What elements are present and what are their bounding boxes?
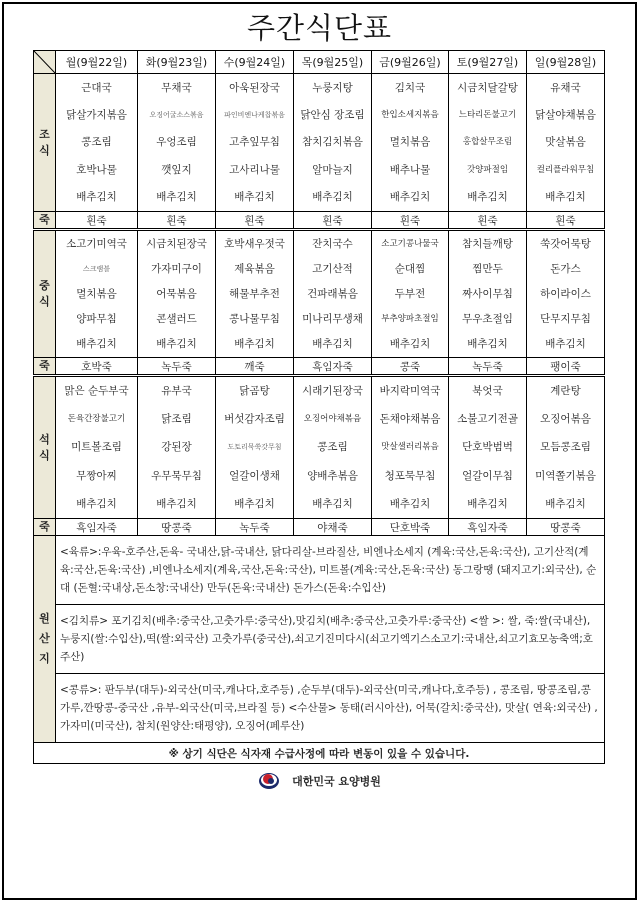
menu-item: 홍합살무조림: [462, 137, 513, 148]
origin-row: [34, 605, 605, 674]
menu-item: 느타리돈불고기: [458, 110, 517, 121]
day-header: 수(9월24일): [216, 51, 294, 74]
menu-item: 맑은 순두부국: [64, 385, 129, 398]
menu-item: 배추김치: [76, 497, 117, 510]
menu-cell: [138, 74, 216, 212]
diagonal-line-icon: [34, 51, 55, 73]
menu-item: 닭안심 장조림: [300, 109, 365, 122]
menu-item: 배추김치: [76, 338, 117, 351]
menu-item: 맛살볶음: [545, 136, 586, 149]
menu-item: 단무지무침: [540, 313, 591, 326]
menu-item: 깻잎지: [161, 163, 192, 176]
menu-cell: [372, 230, 449, 358]
menu-item: 콩조림: [317, 441, 348, 454]
menu-item: 하이라이스: [540, 287, 591, 300]
menu-cell: [216, 376, 294, 519]
meal-label: 조 식: [34, 74, 56, 212]
jook-cell: 땅콩죽: [527, 519, 605, 536]
menu-item: 양파무침: [76, 313, 117, 326]
jook-cell: 흰죽: [138, 212, 216, 230]
jook-cell: 흑임자죽: [56, 519, 138, 536]
menu-item: 청포묵무침: [384, 469, 436, 482]
menu-cell: [294, 230, 372, 358]
corner-cell: [34, 51, 56, 74]
menu-item: 컬리플라워무침: [536, 164, 595, 175]
jook-cell: 녹두죽: [138, 358, 216, 376]
meal-row: [34, 74, 605, 212]
menu-cell: [527, 230, 605, 358]
menu-item: 배추김치: [234, 191, 275, 204]
jook-cell: 녹두죽: [449, 358, 527, 376]
meal-label: 중 식: [34, 230, 56, 358]
jook-cell: 호박죽: [56, 358, 138, 376]
menu-item: 오징어볶음: [540, 413, 591, 426]
jook-cell: 흰죽: [56, 212, 138, 230]
day-header: 화(9월23일): [138, 51, 216, 74]
menu-item: 부추양파초절임: [381, 314, 439, 325]
jook-cell: 콩죽: [372, 358, 449, 376]
meal-row: [34, 230, 605, 358]
menu-item: 닭살가지볶음: [66, 109, 127, 122]
menu-item: 짜사이무침: [462, 287, 513, 300]
jook-cell: 팽이죽: [527, 358, 605, 376]
menu-item: 계란탕: [550, 385, 581, 398]
jook-row: [34, 519, 605, 536]
menu-item: 단호박범벅: [462, 441, 513, 454]
origin-block: <육류>:우육-호주산,돈육- 국내산,닭-국내산, 닭다리살-브라질산, 비엔나소세지 (계육:국산,돈육:국산), 고기산적(계육:국산,돈육:국산) ,비엔나소세지(계육,국산,돈육:국산), 미트볼(계육:국산,돈육:국산) 동그랑땡 (돼지고기:외국산), 순대 (돈혈:국내상,돈소창:국내산) 만두(돈육:국내산) 돈가스(돈육:수입산): [56, 536, 605, 605]
menu-item: 배추김치: [545, 497, 586, 510]
origin-block: <김치류> 포기김치(배추:중국산,고춧가루:중국산),맛김치(배추:중국산,고춧가루:중국산) <쌀 >: 쌀, 죽:쌀(국내산),누룽지(쌀:수입산),떡(쌀:외국산) 고춧가루(중국산),쇠고기진미다시(쇠고기엑기스소고기:국내산,쇠고기효모농축액;호주산): [56, 605, 605, 674]
day-header: 토(9월27일): [449, 51, 527, 74]
menu-item: 두부전: [394, 287, 426, 300]
menu-cell: [294, 376, 372, 519]
menu-item: 찜만두: [472, 262, 503, 275]
menu-item: 북엇국: [472, 385, 503, 398]
origin-label: 원 산 지: [34, 536, 56, 743]
menu-item: 배추김치: [156, 191, 197, 204]
jook-cell: 녹두죽: [216, 519, 294, 536]
weekly-menu-table: [33, 50, 605, 764]
menu-item: 배추김치: [545, 338, 586, 351]
menu-item: 오징어야채볶음: [303, 414, 362, 425]
origin-row: [34, 674, 605, 743]
menu-item: 바지락미역국: [379, 385, 441, 398]
jook-cell: 깨죽: [216, 358, 294, 376]
menu-item: 어묵볶음: [156, 287, 197, 300]
menu-item: 한입소세지볶음: [381, 110, 439, 121]
menu-item: 파인비엔나케찹볶음: [224, 111, 285, 120]
menu-item: 유채국: [550, 81, 581, 94]
jook-cell: 흑임자죽: [449, 519, 527, 536]
menu-item: 소고기콩나물국: [381, 238, 439, 249]
jook-cell: 흰죽: [216, 212, 294, 230]
menu-item: 잔치국수: [312, 237, 353, 250]
menu-item: 버섯감자조림: [224, 413, 285, 426]
day-header: 금(9월26일): [372, 51, 449, 74]
menu-item: 양배추볶음: [307, 469, 358, 482]
menu-item: 모듬콩조림: [540, 441, 591, 454]
menu-cell: [527, 74, 605, 212]
meal-label: 석 식: [34, 376, 56, 519]
jook-cell: 흰죽: [372, 212, 449, 230]
jook-row: [34, 212, 605, 230]
menu-item: 미나리무생채: [302, 313, 363, 326]
menu-item: 배추김치: [312, 191, 353, 204]
menu-cell: [372, 376, 449, 519]
day-header: 월(9월22일): [56, 51, 138, 74]
menu-item: 배추김치: [467, 338, 508, 351]
menu-cell: [449, 74, 527, 212]
menu-item: 미역쫄기볶음: [535, 469, 596, 482]
menu-item: 오징어굴소스볶음: [149, 111, 204, 120]
notice-row: [34, 743, 605, 764]
menu-cell: [56, 74, 138, 212]
page-title: 주간식단표: [246, 11, 393, 45]
menu-item: 얼갈이생채: [229, 469, 280, 482]
menu-cell: [56, 230, 138, 358]
jook-row: [34, 358, 605, 376]
jook-cell: 흰죽: [527, 212, 605, 230]
menu-cell: [449, 376, 527, 519]
menu-item: 배추김치: [156, 338, 197, 351]
menu-item: 근대국: [81, 81, 112, 94]
menu-item: 시래기된장국: [302, 385, 363, 398]
menu-cell: [527, 376, 605, 519]
taegeuk-logo-icon: [258, 772, 280, 790]
org-name: 대한민국 요양병원: [292, 775, 381, 788]
menu-item: 배추김치: [76, 191, 117, 204]
menu-item: 배추김치: [545, 191, 586, 204]
menu-item: 돈가스: [550, 262, 581, 275]
menu-item: 알마늘지: [312, 163, 353, 176]
menu-cell: [56, 376, 138, 519]
menu-item: 소고기미역국: [66, 237, 127, 250]
meal-row: [34, 376, 605, 519]
menu-item: 쑥갓어묵탕: [540, 237, 591, 250]
jook-cell: 흑임자죽: [294, 358, 372, 376]
menu-cell: [372, 74, 449, 212]
menu-item: 멸치볶음: [76, 287, 117, 300]
jook-label: 죽: [34, 358, 56, 376]
header-row: [34, 51, 605, 74]
origin-block: <콩류>: 판두부(대두)-외국산(미국,캐나다,호주등) ,순두부(대두)-외국산(미국,캐나다,호주등) , 콩조림, 땅콩조림,콩가루,깐땅콩-중국산 ,유부-외국산(미국,브라질 등) <수산물> 동태(러시아산), 어묵(갈치:중국산), 맛살( 연육:외국산) ,가자미(미국산), 참치(원양산:태평양), 오징어(페루산): [56, 674, 605, 743]
menu-item: 갓양파절임: [466, 164, 509, 175]
menu-item: 시금치달갈탕: [457, 81, 518, 94]
menu-item: 배추김치: [389, 338, 431, 351]
menu-item: 도토리묵쑥갓무침: [227, 443, 282, 452]
menu-item: 가자미구이: [151, 262, 202, 275]
menu-cell: [216, 230, 294, 358]
day-header: 일(9월28일): [527, 51, 605, 74]
menu-item: 맛살샐러리볶음: [381, 442, 439, 453]
menu-item: 호박나물: [76, 163, 117, 176]
menu-item: 순대찜: [394, 262, 426, 275]
jook-label: 죽: [34, 212, 56, 230]
menu-item: 배추나물: [389, 163, 431, 176]
menu-item: 미트볼조림: [71, 441, 122, 454]
menu-item: 닭조림: [161, 413, 192, 426]
menu-cell: [138, 376, 216, 519]
menu-cell: [216, 74, 294, 212]
menu-item: 콩나물무침: [229, 313, 280, 326]
menu-item: 배추김치: [389, 191, 431, 204]
menu-item: 고추잎무침: [229, 136, 280, 149]
menu-cell: [138, 230, 216, 358]
menu-item: 배추김치: [156, 497, 197, 510]
menu-item: 돈채야채볶음: [379, 413, 441, 426]
jook-cell: 흰죽: [449, 212, 527, 230]
menu-item: 무짱아찌: [76, 469, 117, 482]
menu-item: 우무묵무침: [151, 469, 202, 482]
menu-item: 유부국: [161, 385, 192, 398]
menu-item: 호박새우젓국: [224, 237, 285, 250]
menu-item: 배추김치: [234, 338, 275, 351]
menu-item: 멸치볶음: [389, 136, 431, 149]
menu-cell: [449, 230, 527, 358]
menu-item: 배추김치: [467, 191, 508, 204]
menu-item: 돈육간장불고기: [67, 414, 126, 425]
notice-text: ※ 상기 식단은 식자재 수급사정에 따라 변동이 있을 수 있습니다.: [34, 743, 605, 764]
jook-cell: 땅콩죽: [138, 519, 216, 536]
menu-item: 배추김치: [389, 497, 431, 510]
menu-item: 참치들깨탕: [462, 237, 513, 250]
footer-logo: [0, 772, 639, 790]
jook-cell: 흰죽: [294, 212, 372, 230]
menu-item: 아욱된장국: [229, 81, 280, 94]
menu-item: 고기산적: [312, 262, 353, 275]
jook-label: 죽: [34, 519, 56, 536]
menu-item: 닭살야채볶음: [535, 109, 596, 122]
menu-item: 시금치된장국: [146, 237, 207, 250]
origin-row: [34, 536, 605, 605]
menu-item: 배추김치: [234, 497, 275, 510]
day-header: 목(9월25일): [294, 51, 372, 74]
menu-item: 해물부추전: [229, 287, 280, 300]
menu-item: 강된장: [161, 441, 192, 454]
menu-item: 제육볶음: [234, 262, 275, 275]
menu-cell: [294, 74, 372, 212]
menu-item: 김치국: [394, 81, 426, 94]
menu-item: 배추김치: [312, 497, 353, 510]
menu-item: 얼갈이무침: [462, 469, 513, 482]
menu-item: 닭곰탕: [239, 385, 270, 398]
menu-item: 소불고기전골: [457, 413, 518, 426]
menu-item: 무채국: [161, 81, 192, 94]
menu-item: 콘샐러드: [156, 313, 197, 326]
menu-item: 건파래볶음: [307, 287, 358, 300]
menu-item: 콩조림: [81, 136, 112, 149]
jook-cell: 단호박죽: [372, 519, 449, 536]
menu-item: 참치김치볶음: [302, 136, 363, 149]
menu-item: 누룽지탕: [312, 81, 353, 94]
jook-cell: 야채죽: [294, 519, 372, 536]
menu-item: 우엉조림: [156, 136, 197, 149]
menu-item: 배추김치: [467, 497, 508, 510]
menu-item: 배추김치: [312, 338, 353, 351]
menu-item: 무우초절임: [462, 313, 513, 326]
menu-item: 고사리나물: [229, 163, 280, 176]
menu-item: 스크램블: [82, 264, 111, 273]
